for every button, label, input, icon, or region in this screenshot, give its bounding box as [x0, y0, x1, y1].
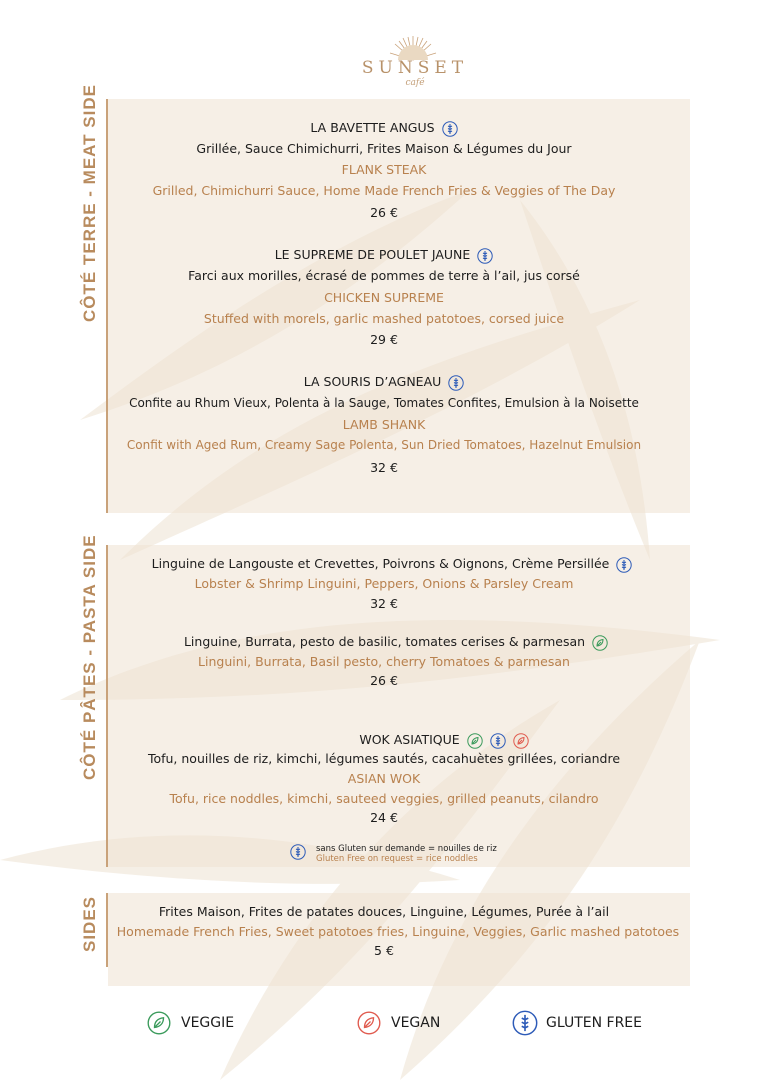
pasta-item-3-desc-fr: Tofu, nouilles de riz, kimchi, légumes sautés, cacahuètes grillées, coriandre: [147, 751, 621, 766]
pasta-note-fr: sans Gluten sur demande = nouilles de riz: [316, 844, 497, 854]
legend-gluten-free: [512, 1010, 642, 1036]
gluten-free-icon: [512, 1010, 538, 1036]
pasta-item-3-desc-en: Tofu, rice noddles, kimchi, sauteed veggies, grilled peanuts, cilandro: [169, 791, 599, 806]
pasta-item-1-desc-fr: Linguine de Langouste et Crevettes, Poivrons & Oignons, Crème Persillée: [151, 556, 610, 571]
vegan-icon: [357, 1011, 381, 1035]
meat-item-3-desc-fr: Confite au Rhum Vieux, Polenta à la Sauge, Tomates Confites, Emulsion à la Noisette: [129, 396, 639, 410]
gluten-free-icon: [616, 557, 632, 573]
pasta-item-2-desc-fr: Linguine, Burrata, pesto de basilic, tomates cerises & parmesan: [183, 634, 586, 649]
pasta-item-3-title: WOK ASIATIQUE: [359, 732, 460, 747]
meat-item-2-title: LE SUPREME DE POULET JAUNE: [274, 247, 471, 262]
legend-vegan: [357, 1010, 440, 1036]
brand-name: SUNSET: [361, 58, 469, 78]
meat-item-3-title: LA SOURIS D’AGNEAU: [303, 374, 442, 389]
meat-item-2-title-row: [0, 247, 768, 264]
sides-desc-fr: Frites Maison, Frites de patates douces, Linguine, Légumes, Purée à l’ail: [158, 904, 610, 919]
pasta-item-2-desc-en: Linguini, Burrata, Basil pesto, cherry Tomatoes & parmesan: [198, 654, 570, 669]
veggie-icon: [147, 1011, 171, 1035]
gluten-free-icon: [477, 248, 493, 264]
meat-item-2-price: 29 €: [370, 332, 398, 347]
meat-item-2-desc-en: Stuffed with morels, garlic mashed patotoes, corsed juice: [203, 311, 565, 326]
meat-item-1-desc-fr: Grillée, Sauce Chimichurri, Frites Maison & Légumes du Jour: [196, 141, 572, 156]
meat-item-1-title-row: [0, 120, 768, 137]
meat-item-1-title-en: FLANK STEAK: [341, 162, 427, 177]
pasta-item-1-price: 32 €: [370, 596, 398, 611]
meat-section-label: CÔTÉ TERRE - MEAT SIDE: [80, 84, 99, 322]
meat-item-1-title: LA BAVETTE ANGUS: [310, 120, 435, 135]
veggie-icon: [467, 733, 483, 749]
pasta-item-3-price: 24 €: [370, 810, 398, 825]
meat-item-1-desc-en: Grilled, Chimichurri Sauce, Home Made French Fries & Veggies of The Day: [152, 183, 616, 198]
legend-veggie-label: VEGGIE: [181, 1015, 235, 1031]
vegan-icon: [513, 733, 529, 749]
sides-price: 5 €: [374, 943, 394, 958]
brand-logo: [350, 34, 480, 96]
pasta-item-3-title-row: [60, 732, 768, 749]
legend-veggie: [147, 1010, 234, 1036]
pasta-item-2-desc-row: [12, 634, 768, 651]
meat-item-2-title-en: CHICKEN SUPREME: [324, 290, 444, 305]
meat-item-3-price: 32 €: [370, 460, 398, 475]
gluten-free-icon: [290, 844, 306, 860]
sides-section-label: SIDES: [80, 895, 99, 952]
pasta-item-1-desc-row: [8, 556, 768, 573]
sides-desc-en: Homemade French Fries, Sweet patotoes fries, Linguine, Veggies, Garlic mashed patotoes: [116, 924, 680, 939]
pasta-note-en: Gluten Free on request = rice noddles: [316, 854, 478, 864]
meat-item-3-title-row: [0, 374, 768, 391]
gluten-free-icon: [490, 733, 506, 749]
legend-vegan-label: VEGAN: [391, 1015, 441, 1031]
meat-item-3-title-en: LAMB SHANK: [342, 417, 426, 432]
veggie-icon: [592, 635, 608, 651]
pasta-section-label: CÔTÉ PÂTES - PASTA SIDE: [80, 534, 99, 780]
pasta-item-1-desc-en: Lobster & Shrimp Linguini, Peppers, Onions & Parsley Cream: [194, 576, 574, 591]
gluten-free-icon: [442, 121, 458, 137]
pasta-item-3-title-en: ASIAN WOK: [347, 771, 421, 786]
pasta-item-2-price: 26 €: [370, 673, 398, 688]
meat-item-2-desc-fr: Farci aux morilles, écrasé de pommes de terre à l’ail, jus corsé: [188, 268, 580, 283]
brand-subtitle: café: [405, 78, 425, 88]
meat-item-3-desc-en: Confit with Aged Rum, Creamy Sage Polenta, Sun Dried Tomatoes, Hazelnut Emulsion: [126, 438, 642, 452]
legend-gluten-free-label: GLUTEN FREE: [546, 1015, 642, 1031]
meat-item-1-price: 26 €: [370, 205, 398, 220]
gluten-free-icon: [448, 375, 464, 391]
